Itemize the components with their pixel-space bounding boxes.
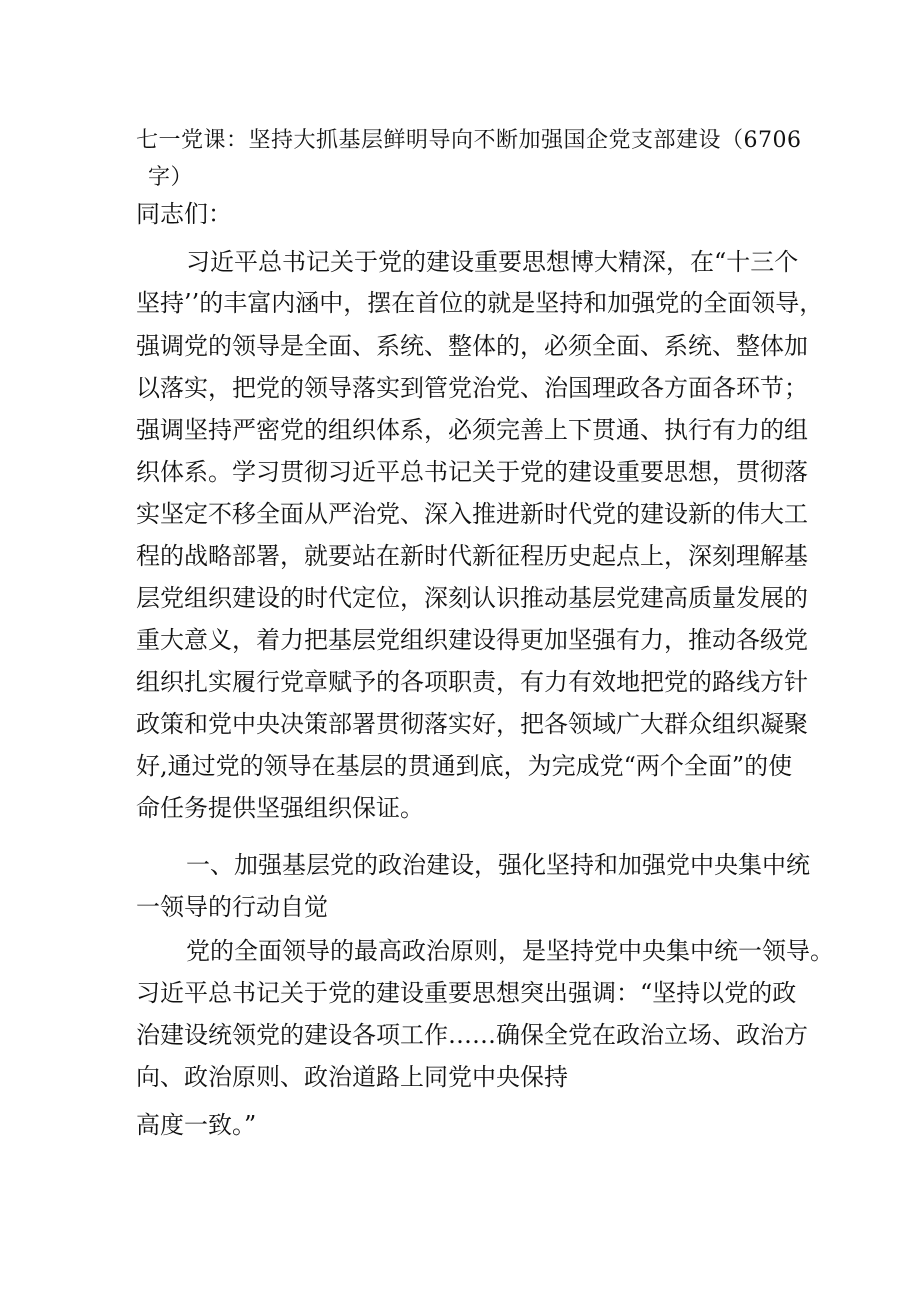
- paragraph-line: 向、政治原则、政治道路上同党中央保持: [136, 1063, 568, 1091]
- paragraph-line: 实坚定不移全面从严治党、深入推进新时代党的建设新的伟大工: [136, 500, 808, 528]
- paragraph-line: 治建设统领党的建设各项工作……确保全党在政治立场、政治方: [136, 1021, 808, 1049]
- paragraph-line: 命任务提供坚强组织保证。: [136, 794, 424, 822]
- paragraph-line: 坚持’’的丰富内涵中，摆在首位的就是坚持和加强党的全面领导，: [136, 289, 824, 317]
- paragraph-line: 组织扎实履行党章赋予的各项职责，有力有效地把党的路线方针: [136, 668, 808, 696]
- paragraph-line: 政策和党中央决策部署贯彻落实好，把各领域广大群众组织凝聚: [136, 710, 808, 738]
- document-title: [136, 122, 806, 196]
- paragraph-line: 以落实，把党的领导落实到管党治党、治国理政各方面各环节；: [136, 374, 808, 402]
- section-heading: 一、加强基层党的政治建设，强化坚持和加强党中央集中统: [186, 851, 810, 879]
- title-line: 字）: [148, 165, 194, 190]
- paragraph-line: 重大意义，着力把基层党组织建设得更加坚强有力，推动各级党: [136, 626, 808, 654]
- paragraph-line: 织体系。学习贯彻习近平总书记关于党的建设重要思想，贯彻落: [136, 458, 808, 486]
- paragraph-line: 习近平总书记关于党的建设重要思想突出强调：“坚持以党的政: [136, 979, 797, 1007]
- paragraph-line: 强调坚持严密党的组织体系，必须完善上下贯通、执行有力的组: [136, 416, 808, 444]
- paragraph-line: 强调党的领导是全面、系统、整体的，必须全面、系统、整体加: [136, 332, 808, 360]
- paragraph-line: 层党组织建设的时代定位，深刻认识推动基层党建高质量发展的: [136, 584, 808, 612]
- paragraph-line: 习近平总书记关于党的建设重要思想博大精深，在“十三个: [186, 248, 799, 276]
- paragraph-line: 党的全面领导的最高政治原则，是坚持党中央集中统一领导。: [186, 937, 834, 965]
- paragraph-line: 好,通过党的领导在基层的贯通到底，为完成党“两个全面”的使: [136, 752, 793, 780]
- salutation: 同志们：: [136, 200, 232, 228]
- section-heading: 一领导的行动自觉: [136, 893, 328, 921]
- paragraph-line: 高度一致。”: [136, 1111, 257, 1139]
- paragraph-line: 程的战略部署，就要站在新时代新征程历史起点上，深刻理解基: [136, 542, 808, 570]
- title-line: 七一党课：坚持大抓基层鲜明导向不断加强国企党支部建设（6706: [136, 128, 802, 153]
